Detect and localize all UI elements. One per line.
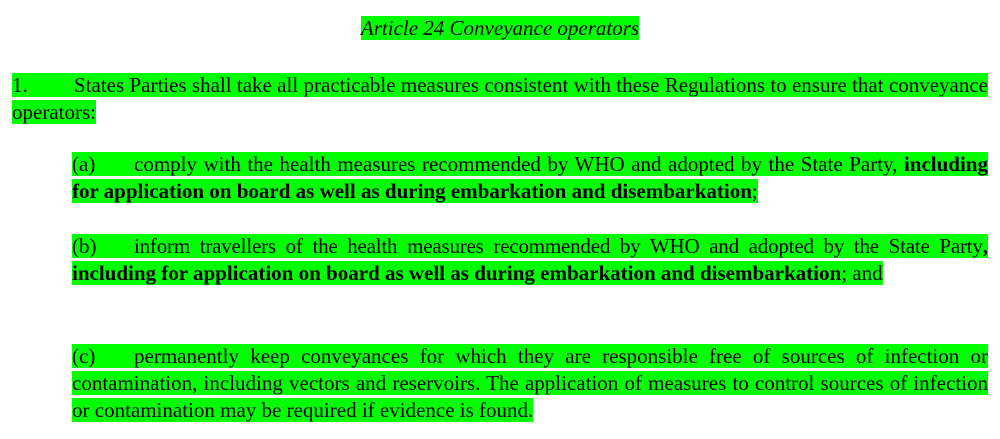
paragraph-1 <box>12 72 988 126</box>
item-b-label: (b) <box>72 234 97 258</box>
item-b-text: inform travellers of the health measures recommended by WHO and adopted by the State Party <box>134 234 983 258</box>
article-title-text: Article 24 Conveyance operators <box>360 16 640 40</box>
item-c-label: (c) <box>72 344 96 368</box>
paragraph-1-highlight <box>12 73 988 124</box>
paragraph-1-number: 1. <box>12 73 28 97</box>
article-title <box>0 14 1000 42</box>
item-c-highlight <box>72 344 988 422</box>
item-a-label: (a) <box>72 152 96 176</box>
item-a-bold-text: including for application on board as well as during embarkation and disembarkation <box>72 152 988 203</box>
item-b-highlight <box>72 234 988 285</box>
item-b-tail: ; and <box>841 261 883 285</box>
item-a-tail: ; <box>751 179 758 203</box>
item-b-bold-text: , including for application on board as well as during embarkation and disembarkation <box>72 234 988 285</box>
item-c-text: permanently keep conveyances for which they are responsible free of sources of infection or contamination, including vectors and reservoirs. The application of measures to control sources of infection or contamination may be required if evidence is found. <box>72 344 988 422</box>
item-a-text: comply with the health measures recommended by WHO and adopted by the State Party, <box>134 152 898 176</box>
item-c <box>72 343 988 424</box>
paragraph-1-text: States Parties shall take all practicable measures consistent with these Regulations to ensure that conveyance operators: <box>12 73 988 124</box>
item-a <box>72 151 988 205</box>
item-a-highlight <box>72 152 988 203</box>
item-b <box>72 233 988 287</box>
